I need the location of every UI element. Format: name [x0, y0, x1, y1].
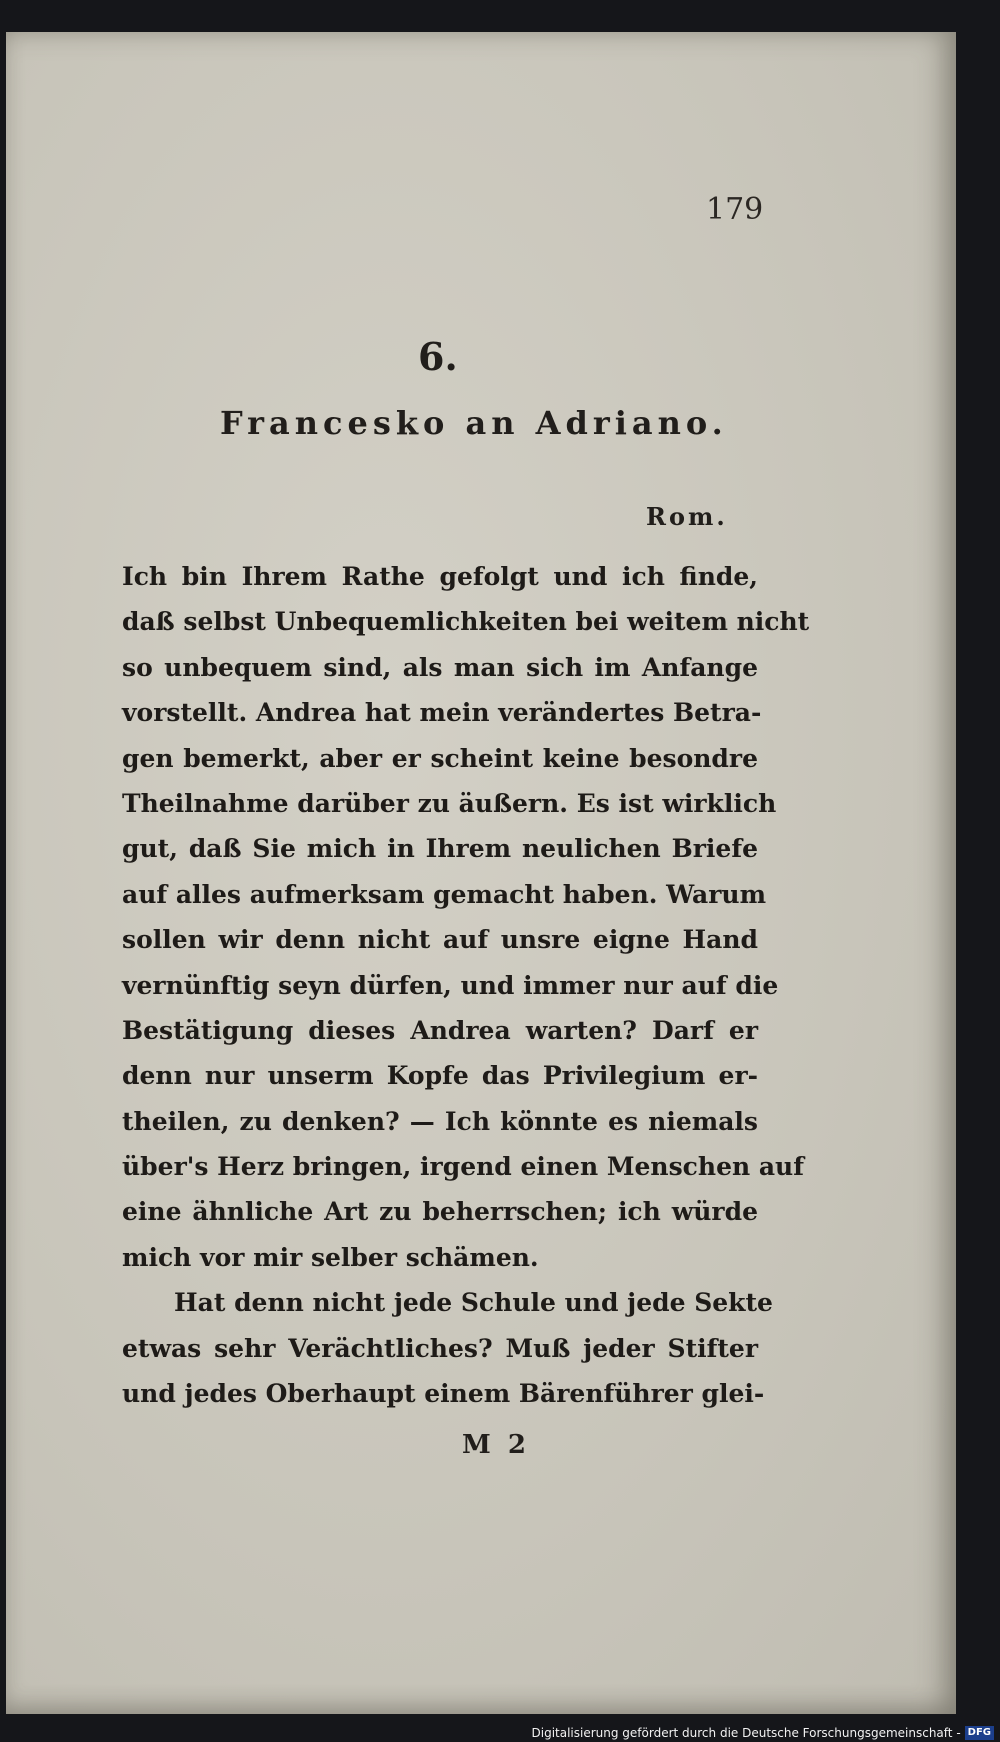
- text-line: gen bemerkt, aber er scheint keine besondre: [122, 743, 758, 773]
- dfg-logo-icon: DFG: [965, 1726, 994, 1740]
- text-line: Hat denn nicht jede Schule und jede Sekte: [174, 1288, 773, 1318]
- letter-place: Rom.: [646, 502, 728, 531]
- letter-number: 6.: [418, 334, 458, 379]
- text-line: über's Herz bringen, irgend einen Menschen auf: [122, 1152, 804, 1182]
- text-line: mich vor mir selber schämen.: [122, 1242, 539, 1272]
- text-line: gut, daß Sie mich in Ihrem neulichen Briefe: [122, 834, 758, 864]
- text-line: etwas sehr Verächtliches? Muß jeder Stifter: [122, 1333, 758, 1363]
- text-line: theilen, zu denken? — Ich könnte es niemals: [122, 1106, 758, 1136]
- text-line: und jedes Oberhaupt einem Bärenführer glei-: [122, 1379, 765, 1409]
- text-line: eine ähnliche Art zu beherrschen; ich würde: [122, 1197, 758, 1227]
- text-line: Theilnahme darüber zu äußern. Es ist wirklich: [122, 788, 777, 818]
- letter-body: [122, 554, 810, 1416]
- text-line: denn nur unserm Kopfe das Privilegium er-: [122, 1061, 758, 1091]
- text-line: daß selbst Unbequemlichkeiten bei weitem nicht: [122, 607, 810, 637]
- text-line: auf alles aufmerksam gemacht haben. Warum: [122, 879, 767, 909]
- text-line: so unbequem sind, als man sich im Anfange: [122, 652, 758, 682]
- funding-credit: [532, 1726, 995, 1740]
- book-page: [6, 32, 956, 1714]
- text-line: Bestätigung dieses Andrea warten? Darf er: [122, 1015, 758, 1045]
- text-line: vorstellt. Andrea hat mein verändertes Betra-: [122, 698, 762, 728]
- funding-credit-text: Digitalisierung gefördert durch die Deutsche Forschungsgemeinschaft -: [531, 1726, 961, 1740]
- signature-mark: M 2: [462, 1430, 530, 1460]
- text-line: vernünftig seyn dürfen, und immer nur auf die: [122, 970, 779, 1000]
- page-number: 179: [706, 192, 764, 227]
- text-line: sollen wir denn nicht auf unsre eigne Hand: [122, 925, 758, 955]
- letter-title: Francesko an Adriano.: [220, 404, 728, 442]
- text-line: Ich bin Ihrem Rathe gefolgt und ich finde,: [122, 562, 758, 591]
